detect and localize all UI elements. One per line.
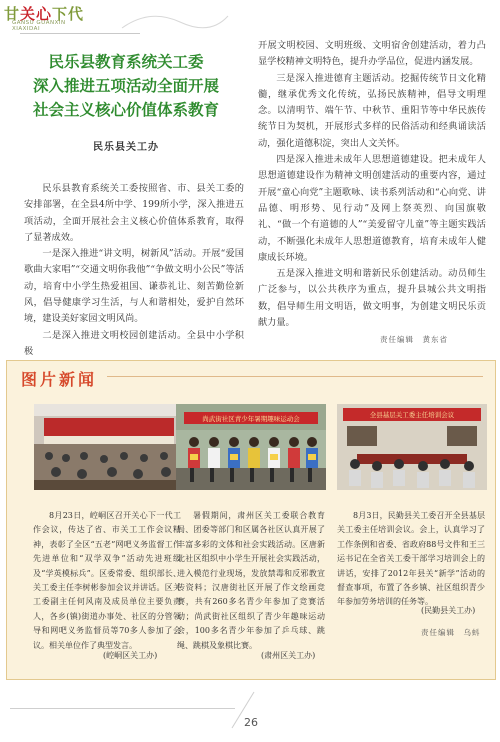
- news-source-2: (肃州区关工办): [261, 651, 316, 660]
- page-number: 26: [244, 716, 258, 729]
- news-source-1: (崆峒区关工办): [103, 651, 158, 660]
- article-title: [22, 50, 230, 122]
- news-photo-conference-table: [337, 404, 487, 490]
- article-paragraph: 五是深入推进文明和谐新民乐创建活动。动员师生广泛参与，以公共秩序为重点，提升县城公共文明指数，倡导师生用文明语，做文明事，为创建文明民乐贡献力量。: [258, 268, 486, 329]
- picture-news-rule: [107, 376, 483, 377]
- logo-sub-line-1: GANSU GUANXIN: [12, 20, 66, 26]
- meeting-hall-icon: [34, 404, 184, 490]
- logo-char-1: 甘: [4, 5, 21, 23]
- news-editor-credit: 责任编辑 乌蚪: [421, 628, 481, 637]
- news-caption-text: 8月3日，民勤县关工委召开全县基层关工委主任培训会议。会上，认真学习了工作条例和省委、省政府88号文件和王三运书记在全省关工委干部学习培训会上的讲话，安排了2012年县关“新学”活动的督查事项，布置了各乡镇、社区组织青少年参加劳务培训的任务等。: [337, 511, 485, 607]
- magazine-logo: [4, 3, 114, 33]
- news-caption-1: [33, 509, 181, 653]
- news-source-3: (民勤县关工办): [421, 606, 476, 615]
- article-title-line: 深入推进五项活动全面开展: [32, 77, 219, 95]
- news-photo-children-group: [176, 404, 326, 490]
- article-paragraph: 四是深入推进未成年人思想道德建设。把未成年人思想道德建设作为精神文明创建活动的重要内容，通过开展“童心向党”主题歌咏、读书系列活动和“心向党、讲品德、明形势、见行动”及网上祭英烈、向国旗敬礼、“做一个有道德的人”“美爱留守儿童”等主题实践活动，不断强化未成年人思想道德教育，培育未成年人健康成长环境。: [258, 154, 486, 263]
- article-left-column: [24, 181, 244, 360]
- article-paragraph: 三是深入推进德育主题活动。挖掘传统节日文化精髓，继承优秀文化传统，弘扬民族精神，倡导文明理念。以清明节、端午节、中秋节、重阳节等中华民族传统节日为契机，开展形式多样的民俗活动和经典诵读活动，强化道德积淀，突出人文关怀。: [258, 72, 486, 149]
- article-paragraph: 民乐县教育系统关工委按照省、市、县关工委的安排部署，在全县4所中学、199所小学，深入推进五项活动，全面开展社会主义核心价值体系教育，取得了显著成效。: [24, 183, 244, 243]
- article-paragraph: 二是深入推进文明校园创建活动。全县中小学积极: [24, 329, 244, 357]
- news-photo-meeting-hall: [34, 404, 184, 490]
- logo-subtitle: [12, 20, 66, 32]
- news-caption-3: [337, 509, 485, 610]
- article-title-line: 民乐县教育系统关工委: [48, 53, 204, 71]
- conference-table-icon: [337, 404, 487, 490]
- news-caption-text: 8月23日，崆峒区召开关心下一代工作会议，传达了省、市关工工作会议精神，表彰了全区“五老”网吧义务监督工作先进单位和“双学双争”活动先进班级及“学英模标兵”。区委常委、组织部长、关工委主任李树彬参加会议并讲话。区关工委副主任何风南及成员单位主要负责人，各乡(镇)街道办事处、社区的分管领导和网吧义务监督员等70多人参加了会议。相关单位作了典型发言。: [33, 511, 181, 650]
- news-caption-2: [177, 509, 325, 653]
- photo-banner-text: 尚武街社区青少年暑期趣味运动会: [202, 415, 300, 423]
- picture-news-section: [6, 360, 496, 680]
- logo-char-2: 关心: [20, 5, 53, 23]
- children-group-icon: [176, 404, 326, 490]
- picture-news-header: [7, 361, 495, 389]
- news-caption-text: 暑假期间，肃州区关工委联合教育局、团委等部门和区属各社区认真开展了丰富多彩的文体和社会实践活动。区唐新北社区组织中小学生开展社会实践活动，进入模范行业现场，发放禁毒和反邪教宣传资料；汉唐街社区开展了作文绘画竞赛，共有260多名青少年参加了竞赛活动；尚武街社区组织了青少年趣味运动会，100多名青少年参加了乒乓球、跳绳、跳棋及象棋比赛。: [177, 511, 325, 650]
- photo-banner-text: 全县基层关工委主任培训会议: [369, 411, 455, 419]
- footer-rule-left: [10, 708, 235, 709]
- logo-sub-line-2: XIAXIDAI: [12, 26, 41, 32]
- picture-news-title: 图片新闻: [21, 370, 98, 389]
- header-decoration-swirl: [120, 6, 230, 34]
- article-title-line: 社会主义核心价值体系教育: [32, 101, 219, 119]
- article-byline: 民乐县关工办: [93, 142, 159, 153]
- logo-char-3: 下代: [52, 5, 85, 23]
- article-right-column: [258, 38, 486, 331]
- article-paragraph: 开展文明校园、文明班级、文明宿舍创建活动，着力凸显学校精神文明特色，提升办学品位，促进内涵发展。: [258, 40, 486, 68]
- article-paragraph: 一是深入推进“讲文明，树新风”活动。开展“爱国歌曲大家唱”“交通文明你我他”“争做文明小公民”等活动，培育中小学生热爱祖国、谦恭礼让、刻苦勤俭新风，倡导健康学习生活，与人和谐相处，爱护自然环境，建设美好家园文明风尚。: [24, 248, 244, 325]
- article-editor-credit: 责任编辑 黄东省: [380, 335, 448, 344]
